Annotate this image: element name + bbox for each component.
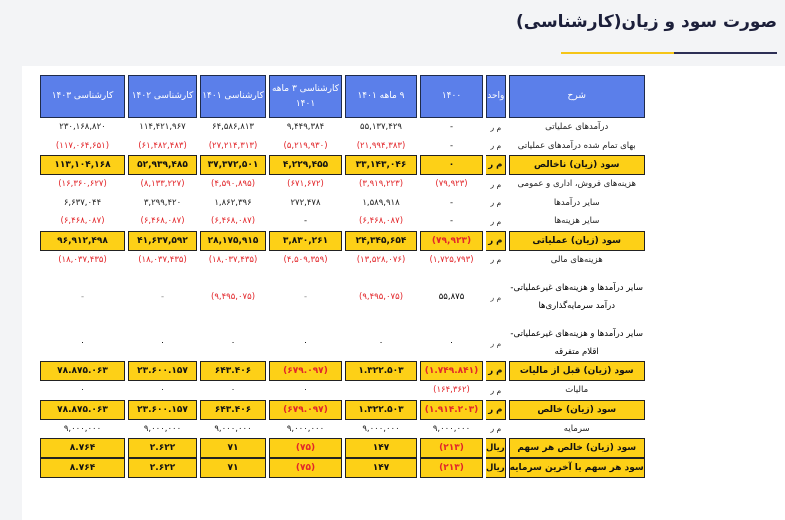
value-cell: - [303,216,308,227]
income-statement-table [37,75,648,478]
value-cell: ۶۴,۵۸۶,۸۱۳ [212,122,254,133]
row-description: سود (زیان) ناخالص [509,155,645,175]
value-cell [345,381,417,400]
table-row [40,212,645,231]
table-row [40,155,645,175]
row-unit: م ر [490,292,502,302]
table-body [40,118,645,478]
value-cell: (۶,۴۶۸,۰۸۷) [210,216,256,227]
row-unit: م ر [490,385,502,395]
column-header-desc: شرح [509,75,645,118]
value-cell: ۹,۰۰۰,۰۰۰ [143,423,182,434]
row-unit: م ر [490,216,502,226]
value-cell: ۲۸,۱۷۵,۹۱۵ [200,231,266,251]
value-cell: (۷۹,۹۲۳) [420,231,483,251]
value-cell: ۰ [160,385,165,396]
row-unit: م ر [490,255,502,265]
value-cell: (۶,۴۶۸,۰۸۷) [358,216,404,227]
table-row [40,325,645,361]
value-cell: (۹,۴۹۵,۰۷۵) [210,292,256,302]
value-cell: (۴,۵۰۹,۳۵۹) [283,254,328,265]
row-unit: م ر [486,400,506,420]
value-cell: ۷۸.۸۷۵.۰۶۳ [40,400,125,420]
row-unit: م ر [490,424,502,434]
value-cell: ۹,۰۰۰,۰۰۰ [286,423,325,434]
row-description: سایر درآمدها و هزینه‌های غیرعملیاتی- درآمد سرمایه‌گذاری‌ها [510,283,643,311]
value-cell: ۹,۰۰۰,۰۰۰ [362,423,400,434]
value-cell: ۷۱ [200,458,266,478]
value-cell: ۰ [303,338,308,348]
value-cell: ۳,۸۳۰,۲۶۱ [269,231,342,251]
value-cell: ۱.۳۲۲.۵۰۳ [345,400,417,420]
value-cell: ۵۵,۸۷۵ [438,292,465,302]
table-row [40,420,645,439]
value-cell: (۱.۹۱۴.۲۰۳) [420,400,483,420]
column-header-1403: کارشناسی ۱۴۰۳ [40,75,125,118]
table-row [40,381,645,400]
row-description: هزینه‌های مالی [550,254,603,265]
row-description: سود (زیان) خالص [509,400,645,420]
value-cell: - [303,292,308,302]
value-cell: (۲۱۳) [420,438,483,458]
value-cell: - [449,140,454,151]
row-unit: م ر [490,122,502,132]
table-row [40,194,645,213]
row-unit: ریال [486,438,506,458]
value-cell: ۵۲,۹۳۹,۴۸۵ [128,155,197,175]
value-cell: ۲۳۰,۱۶۸,۸۲۰ [59,122,106,133]
value-cell: (۶,۴۶۸,۰۸۷) [60,216,105,227]
value-cell: - [449,216,454,227]
value-cell: (۱۳,۵۲۸,۰۷۶) [356,254,406,265]
value-cell: (۲۷,۲۱۴,۳۱۳) [208,140,258,151]
value-cell: ۲۳.۶۰۰.۱۵۷ [128,400,197,420]
value-cell: (۷۵) [269,458,342,478]
row-description: سود هر سهم با آخرین سرمایه [509,458,645,478]
row-description: سود (زیان) قبل از مالیات [509,361,645,381]
value-cell: (۱۸,۰۳۷,۴۳۵) [58,254,107,265]
value-cell: ۲.۶۲۲ [128,438,197,458]
table-row [40,361,645,381]
value-cell: (۲۱,۹۹۴,۳۸۳) [356,140,406,151]
value-cell: ۴۱,۶۳۷,۵۹۲ [128,231,197,251]
header-row [40,75,645,118]
page-header [516,10,777,46]
value-cell: ۹,۴۴۹,۳۸۴ [286,122,325,133]
row-description: سایر درآمدها [553,197,600,208]
value-cell: (۱۸,۰۳۷,۴۳۵) [138,254,187,265]
value-cell: - [160,292,165,302]
value-cell: (۷۵) [269,438,342,458]
value-cell: ۷۱ [200,438,266,458]
page-title: صورت سود و زیان(کارشناسی) [516,12,777,32]
value-cell: ۰ [80,385,85,396]
row-unit: م ر [486,361,506,381]
value-cell: - [449,122,454,133]
row-unit: م ر [490,338,502,348]
value-cell: (۱۸,۰۳۷,۴۳۵) [208,254,258,265]
row-unit: ریال [486,458,506,478]
value-cell: (۱.۷۴۹.۸۴۱) [420,361,483,381]
row-unit: م ر [486,155,506,175]
value-cell: ۱۴۷ [345,438,417,458]
value-cell: - [449,197,454,208]
row-description: سود (زیان) عملیاتی [509,231,645,251]
value-cell: ۲۳.۶۰۰.۱۵۷ [128,361,197,381]
value-cell: ۵۵,۱۳۷,۴۲۹ [360,122,402,133]
table-row [40,438,645,458]
value-cell: ۱,۵۸۹,۹۱۸ [362,197,400,208]
table-row [40,400,645,420]
row-description: سایر هزینه‌ها [554,216,600,227]
value-cell: (۶۱,۴۸۲,۴۸۳) [138,140,187,151]
value-cell: ۰ [80,338,85,348]
value-cell: ۹,۰۰۰,۰۰۰ [63,423,102,434]
value-cell: ۰ [378,338,384,348]
value-cell: ۳۳,۱۴۳,۰۴۶ [345,155,417,175]
value-cell: ۰ [230,338,236,348]
value-cell: - [80,292,85,302]
column-header-1400: ۱۴۰۰ [420,75,483,118]
value-cell: (۶۷۹.۰۹۷) [269,361,342,381]
value-cell: ۰ [303,385,308,396]
value-cell: (۱۶۴,۳۶۲) [433,385,470,396]
value-cell: ۰ [449,338,454,348]
value-cell: ۳,۲۹۹,۴۲۰ [143,197,182,208]
column-header-9m-1401: ۹ ماهه ۱۴۰۱ [345,75,417,118]
value-cell: ۶۴۳.۴۰۶ [200,361,266,381]
table-panel [22,66,785,520]
value-cell: ۹,۰۰۰,۰۰۰ [214,423,252,434]
table-row [40,269,645,325]
row-description: هزینه‌های فروش، اداری و عمومی [517,179,636,190]
table-row [40,231,645,251]
column-header-3m-1401: کارشناسی ۳ ماهه ۱۴۰۱ [269,75,342,118]
value-cell: (۳,۹۱۹,۲۲۳) [358,179,404,190]
row-unit: م ر [486,231,506,251]
value-cell: ۹۶,۹۱۲,۴۹۸ [40,231,125,251]
value-cell: ۶۴۳.۴۰۶ [200,400,266,420]
value-cell: ۸.۷۶۴ [40,438,125,458]
row-unit: م ر [490,198,502,208]
column-header-unit: واحد [486,75,506,118]
row-description: سود (زیان) خالص هر سهم [509,438,645,458]
value-cell: ۱.۳۲۲.۵۰۳ [345,361,417,381]
row-description: درآمدهای عملیاتی [545,122,609,133]
value-cell: (۴,۵۹۰,۸۹۵) [210,179,256,190]
value-cell: ۴,۲۲۹,۴۵۵ [269,155,342,175]
value-cell: ۱۱۳,۱۰۴,۱۶۸ [40,155,125,175]
row-description: سرمایه [563,423,590,434]
table-row [40,458,645,478]
value-cell: (۱۶,۳۶۰,۶۲۷) [58,179,107,190]
value-cell: ۷۸.۸۷۵.۰۶۳ [40,361,125,381]
value-cell: (۱۱۷,۰۶۴,۶۵۱) [55,140,110,151]
value-cell: (۶,۴۶۸,۰۸۷) [140,216,185,227]
value-cell: ۱,۸۶۲,۳۹۶ [214,197,252,208]
value-cell: ۸.۷۶۴ [40,458,125,478]
value-cell: ۲.۶۲۲ [128,458,197,478]
table-row [40,251,645,270]
value-cell: (۸,۱۳۳,۲۲۷) [140,179,185,190]
row-description: سایر درآمدها و هزینه‌های غیرعملیاتی- اقلام متفرقه [510,329,643,357]
title-underline-accent [561,52,674,54]
value-cell: (۹,۴۹۵,۰۷۵) [358,292,404,302]
row-description: بهای تمام شده درآمدهای عملیاتی [517,140,636,151]
value-cell: ۹,۰۰۰,۰۰۰ [432,423,471,434]
row-unit: م ر [490,179,502,189]
column-header-1402: کارشناسی ۱۴۰۲ [128,75,197,118]
value-cell: ۲۷۲,۴۷۸ [290,197,321,208]
value-cell: ۰ [230,385,236,396]
value-cell: ۱۴۷ [345,458,417,478]
value-cell: (۶۷۱,۶۷۲) [287,179,324,190]
table-row [40,175,645,194]
value-cell: (۵,۲۱۹,۹۳۰) [283,140,328,151]
value-cell: (۲۱۳) [420,458,483,478]
value-cell: ۰ [420,155,483,175]
value-cell: ۲۴,۳۴۵,۶۵۴ [345,231,417,251]
value-cell: (۱,۷۲۵,۷۹۳) [429,254,474,265]
row-unit: م ر [490,141,502,151]
table-row [40,137,645,156]
table-row [40,118,645,137]
value-cell: (۶۷۹.۰۹۷) [269,400,342,420]
row-description: مالیات [565,385,589,396]
column-header-1401: کارشناسی ۱۴۰۱ [200,75,266,118]
value-cell: ۰ [160,338,165,348]
value-cell: ۱۱۴,۴۲۱,۹۶۷ [139,122,186,133]
value-cell: ۳۷,۳۷۲,۵۰۱ [200,155,266,175]
value-cell: (۷۹,۹۲۳) [435,179,468,190]
value-cell: ۶,۶۳۷,۰۴۴ [63,197,102,208]
